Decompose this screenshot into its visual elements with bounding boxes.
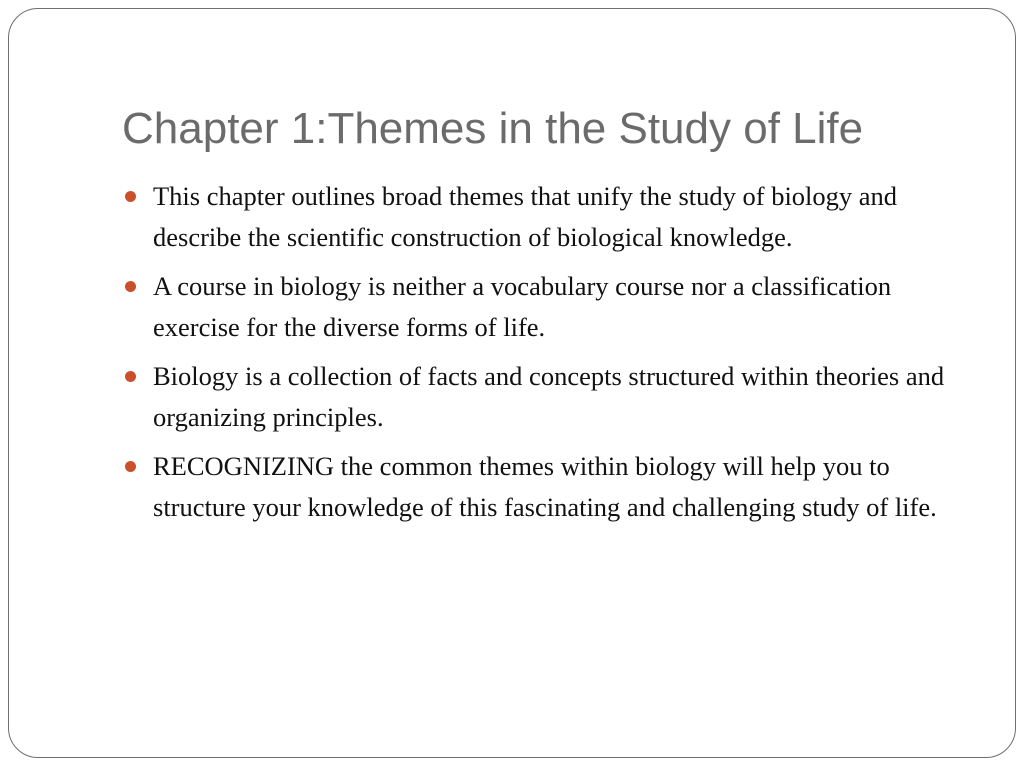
bullet-icon [125, 281, 136, 292]
list-item [122, 266, 972, 348]
bullet-text: Biology is a collection of facts and concepts structured within theories and organizing principles. [153, 361, 945, 432]
slide-title: Chapter 1:Themes in the Study of Life [122, 104, 864, 153]
list-item [122, 176, 972, 258]
bullet-list [122, 176, 972, 536]
list-item [122, 446, 972, 528]
slide-frame [8, 8, 1016, 758]
bullet-text: RECOGNIZING the common themes within biology will help you to structure your knowledge of this fascinating and challenging study of life. [153, 451, 937, 522]
bullet-text: A course in biology is neither a vocabulary course nor a classification exercise for the diverse forms of life. [153, 271, 892, 342]
list-item [122, 356, 972, 438]
bullet-icon [125, 371, 136, 382]
bullet-icon [125, 461, 136, 472]
bullet-icon [125, 191, 136, 202]
bullet-text: This chapter outlines broad themes that unify the study of biology and describe the scientific construction of biological knowledge. [153, 181, 898, 252]
